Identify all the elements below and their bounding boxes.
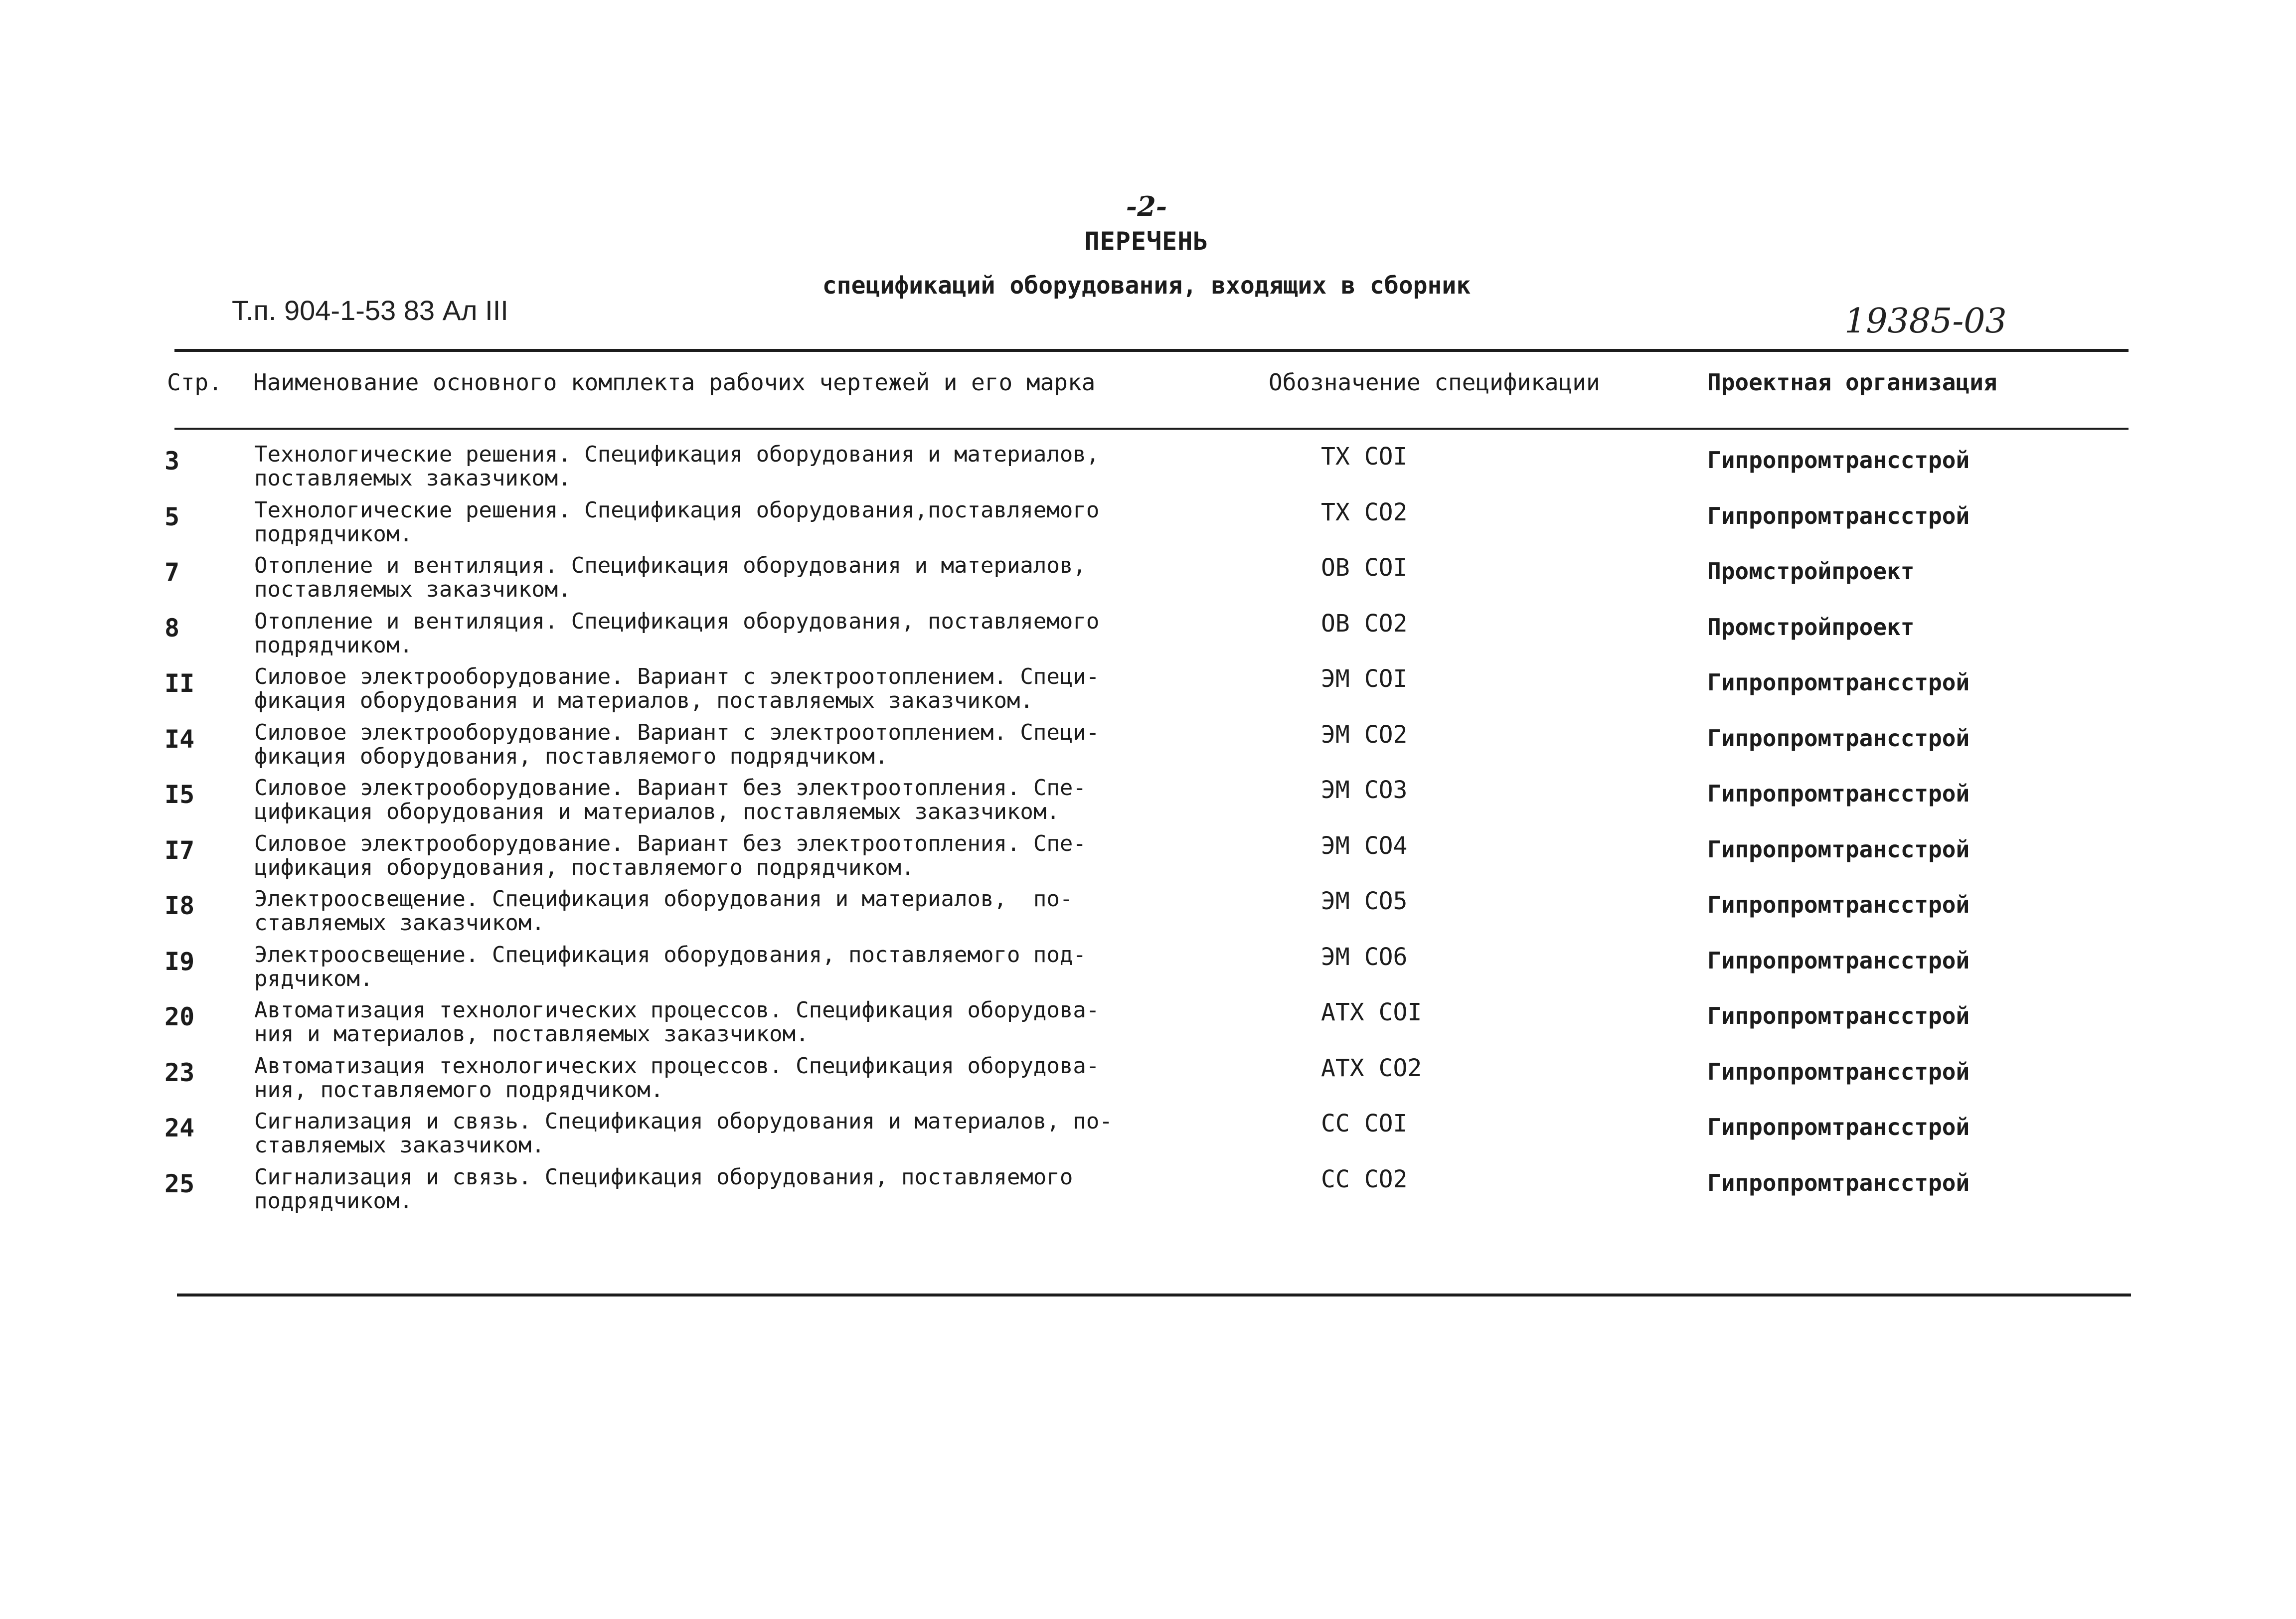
row-spec-code: АТХ СО2: [1321, 1054, 1422, 1082]
row-organization: Гипропромтрансстрой: [1707, 780, 1970, 807]
row-organization: Гипропромтрансстрой: [1707, 447, 1970, 474]
row-page-number: 5: [164, 502, 180, 531]
row-page-number: 20: [164, 1002, 195, 1031]
row-spec-code: ЭМ СОI: [1321, 665, 1408, 693]
row-name: Отопление и вентиляция. Спецификация оборудования, поставляемого подрядчиком.: [254, 608, 1100, 658]
row-name: Электроосвещение. Спецификация оборудования и материалов, по- ставляемых заказчиком.: [254, 886, 1073, 936]
project-code: Т.п. 904-1-53 83 Ал III: [232, 295, 508, 326]
row-spec-code: ЭМ СО4: [1321, 831, 1408, 860]
row-page-number: 23: [164, 1058, 195, 1087]
row-page-number: I9: [164, 947, 195, 976]
row-organization: Гипропромтрансстрой: [1707, 669, 1970, 696]
row-name: Силовое электрооборудование. Вариант с электроотоплением. Специ- фикация оборудования, поставляемого подрядчиком.: [254, 719, 1100, 769]
bottom-rule: [177, 1294, 2131, 1296]
row-organization: Гипропромтрансстрой: [1707, 724, 1970, 752]
row-spec-code: ЭМ СО6: [1321, 943, 1408, 971]
table-row: [0, 443, 2296, 497]
row-organization: Гипропромтрансстрой: [1707, 947, 1970, 974]
row-spec-code: ТХ СОI: [1321, 443, 1408, 471]
table-row: [0, 554, 2296, 609]
row-spec-code: АТХ СОI: [1321, 998, 1422, 1026]
row-organization: Гипропромтрансстрой: [1707, 835, 1970, 863]
row-name: Силовое электрооборудование. Вариант без электроотопления. Спе- цификация оборудования и материалов, поставляемых заказчиком.: [254, 775, 1086, 824]
row-spec-code: ТХ СО2: [1321, 498, 1408, 526]
row-organization: Промстройпроект: [1707, 613, 1915, 641]
row-organization: Гипропромтрансстрой: [1707, 1002, 1970, 1029]
row-name: Силовое электрооборудование. Вариант без электроотопления. Спе- цификация оборудования, поставляемого подрядчиком.: [254, 830, 1086, 880]
row-name: Сигнализация и связь. Спецификация оборудования и материалов, по- ставляемых заказчиком.: [254, 1109, 1113, 1158]
row-spec-code: ОВ СОI: [1321, 554, 1408, 582]
top-rule: [174, 349, 2129, 352]
row-page-number: 7: [164, 558, 180, 587]
table-row: [0, 832, 2296, 887]
table-row: [0, 665, 2296, 720]
column-header-name: Наименование основного комплекта рабочих чертежей и его марка: [253, 369, 1096, 396]
row-page-number: 25: [164, 1169, 195, 1198]
row-name: Силовое электрооборудование. Вариант с электроотоплением. Специ- фикация оборудования и материалов, поставляемых заказчиком.: [254, 664, 1100, 713]
row-name: Электроосвещение. Спецификация оборудования, поставляемого под- рядчиком.: [254, 942, 1086, 991]
table-row: [0, 1054, 2296, 1109]
row-page-number: II: [164, 669, 195, 698]
row-page-number: I8: [164, 891, 195, 920]
table-row: [0, 498, 2296, 553]
row-page-number: 8: [164, 613, 180, 643]
row-page-number: I5: [164, 780, 195, 809]
row-spec-code: ЭМ СО5: [1321, 887, 1408, 915]
row-name: Технологические решения. Спецификация оборудования и материалов, поставляемых заказчиком.: [254, 442, 1100, 491]
row-spec-code: ОВ СО2: [1321, 609, 1408, 638]
row-spec-code: ЭМ СО3: [1321, 776, 1408, 804]
row-name: Сигнализация и связь. Спецификация оборудования, поставляемого подрядчиком.: [254, 1164, 1073, 1214]
row-spec-code: ЭМ СО2: [1321, 720, 1408, 749]
row-name: Автоматизация технологических процессов. Спецификация оборудова- ния, поставляемого подрядчиком.: [254, 1053, 1100, 1103]
table-row: [0, 1165, 2296, 1220]
row-organization: Промстройпроект: [1707, 558, 1915, 585]
table-row: [0, 943, 2296, 998]
row-page-number: 24: [164, 1114, 195, 1142]
header-rule: [174, 428, 2129, 430]
row-name: Автоматизация технологических процессов. Спецификация оборудова- ния и материалов, поставляемых заказчиком.: [254, 997, 1100, 1047]
row-page-number: I7: [164, 835, 195, 865]
row-page-number: I4: [164, 724, 195, 754]
table-row: [0, 887, 2296, 942]
row-organization: Гипропромтрансстрой: [1707, 1114, 1970, 1140]
table-row: [0, 721, 2296, 776]
table-row: [0, 1110, 2296, 1164]
column-header-org: Проектная организация: [1707, 369, 1997, 396]
table-row: [0, 776, 2296, 831]
document-subtitle: спецификаций оборудования, входящих в сборник: [822, 272, 1471, 300]
document-title: ПЕРЕЧЕНЬ: [1084, 227, 1209, 256]
row-organization: Гипропромтрансстрой: [1707, 891, 1970, 918]
row-name: Технологические решения. Спецификация оборудования,поставляемого подрядчиком.: [254, 497, 1100, 547]
archive-number: 19385-03: [1844, 302, 2007, 341]
table-row: [0, 998, 2296, 1053]
row-page-number: 3: [164, 447, 180, 476]
row-organization: Гипропромтрансстрой: [1707, 1169, 1970, 1196]
row-spec-code: СС СО2: [1321, 1165, 1408, 1193]
row-name: Отопление и вентиляция. Спецификация оборудования и материалов, поставляемых заказчиком.: [254, 553, 1086, 602]
column-header-page: Стр.: [167, 369, 222, 396]
page-number: -2-: [1126, 190, 1167, 222]
row-spec-code: СС СОI: [1321, 1110, 1408, 1137]
column-header-code: Обозначение спецификации: [1269, 369, 1600, 396]
row-organization: Гипропромтрансстрой: [1707, 502, 1970, 529]
row-organization: Гипропромтрансстрой: [1707, 1058, 1970, 1085]
table-row: [0, 610, 2296, 664]
